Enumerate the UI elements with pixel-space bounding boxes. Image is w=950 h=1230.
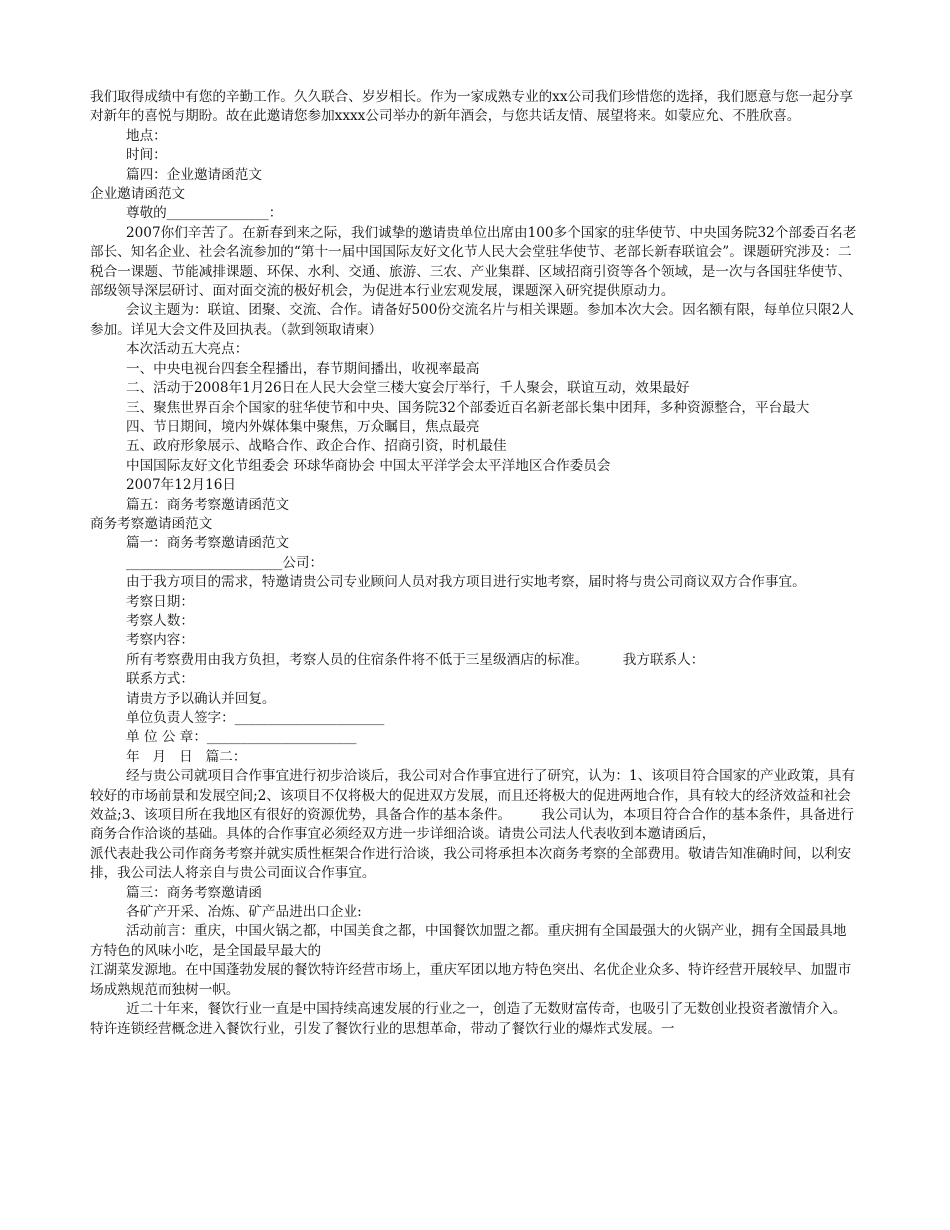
paragraph: 联系方式： [126,671,194,688]
paragraph: 地点： [126,127,167,144]
paragraph: 所有考察费用由我方负担，考察人员的住宿条件将不低于三星级酒店的标准。 我方联系人： [126,651,705,668]
paragraph: 中国国际友好文化节组委会 环球华商协会 中国太平洋学会太平洋地区合作委员会 [126,457,611,474]
paragraph: 篇四：企业邀请函范文 [126,166,262,183]
paragraph: 由于我方项目的需求，特邀请贵公司专业顾问人员对我方项目进行实地考察，届时将与贵公司商议双方合作事宜。 [126,574,806,591]
paragraph: 篇五：商务考察邀请函范文 [126,496,290,513]
paragraph: 2007年12月16日 [126,477,236,494]
paragraph: 单位负责人签字：______________________ [126,710,385,726]
paragraph: 我们取得成绩中有您的辛勤工作。久久联合、岁岁相长。作为一家成熟专业的xx公司我们珍惜您的选择，我们愿意与您一起分享对新年的喜悦与期盼。故在此邀请您参加xxxx公司举办的新年酒会，与您共话友情、展望将来。如蒙应允、不胜欣喜。 [90,89,853,125]
paragraph: 近二十年来，餐饮行业一直是中国持续高速发展的行业之一，创造了无数财富传奇，也吸引了无数创业投资者激情介入。特许连锁经营概念进入餐饮行业，引发了餐饮行业的思想革命，带动了餐饮行业的爆炸式发展。一 [90,1001,847,1037]
paragraph: 企业邀请函范文 [90,186,186,203]
paragraph: 考察内容： [126,632,194,649]
paragraph: 2007你们辛苦了。在新春到来之际，我们诚挚的邀请贵单位出席由100多个国家的驻华使节、中央国务院32个部委百名老部长、知名企业、社会名流参加的“第十一届中国国际友好文化节人民大会堂驻华使节、老部长新春联谊会”。课题研究涉及：二税合一课题、节能减排课题、环保、水利、交通、旅游、三农、产业集群、区域招商引资等各个领域，是一次与各国驻华使节、部级领导深层研讨、面对面交流的极好机会，为促进本行业宏观发展，课题深入研究提供原动力。 [90,224,857,300]
paragraph: _______________________公司： [126,554,324,571]
paragraph: 四、节日期间，境内外媒体集中聚焦，万众瞩目，焦点最亮 [126,418,480,435]
paragraph: 考察人数： [126,612,194,629]
paragraph: 本次活动五大亮点： [126,341,249,358]
paragraph: 请贵方予以确认并回复。 [126,690,276,707]
paragraph: 单 位 公 章：______________________ [126,729,357,746]
paragraph: 考察日期： [126,593,194,610]
paragraph: 经与贵公司就项目合作事宜进行初步洽谈后，我公司对合作事宜进行了研究，认为：1、该项目符合国家的产业政策，具有较好的市场前景和发展空间;2、该项目不仅将极大的促进双方发展，而且还将极大的促进两地合作，具有较大的经济效益和社会效益;3、该项目所在我地区有很好的资源优势，具备合作的基本条件。 我公司认为，本项目符合合作的基本条件，具备进行商务合作洽谈的基础。具体的合作事宜必须经双方进一步详细洽谈。请贵公司法人代表收到本邀请函后， [90,768,856,843]
paragraph: 江湖菜发源地。在中国蓬勃发展的餐饮特许经营市场上，重庆军团以地方特色突出、名优企业众多、特许经营开展较早、加盟市场成熟规范而独树一帜。 [90,962,852,998]
paragraph: 尊敬的_______________： [126,205,283,222]
paragraph: 各矿产开采、冶炼、矿产品进出口企业: [126,904,362,921]
paragraph: 年 月 日 篇二： [126,748,247,765]
paragraph: 商务考察邀请函范文 [90,515,213,532]
paragraph: 二、活动于2008年1月26日在人民大会堂三楼大宴会厅举行，千人聚会，联谊互动，效果最好 [126,380,690,397]
paragraph: 活动前言：重庆，中国火锅之都，中国美食之都，中国餐饮加盟之都。重庆拥有全国最强大的火锅产业，拥有全国最具地方特色的风味小吃，是全国最早最大的 [90,923,847,959]
paragraph: 派代表赴我公司作商务考察并就实质性框架合作进行洽谈，我公司将承担本次商务考察的全部费用。敬请告知准确时间，以利安排，我公司法人将亲自与贵公司面议合作事宜。 [90,845,852,882]
paragraph: 五、政府形象展示、战略合作、政企合作、招商引资，时机最佳 [126,438,507,455]
paragraph: 三、聚焦世界百余个国家的驻华使节和中央、国务院32个部委近百名新老部长集中团拜，多种资源整合，平台最大 [126,399,810,416]
paragraph: 篇三：商务考察邀请函 [126,884,262,901]
paragraph: 一、中央电视台四套全程播出，春节期间播出，收视率最高 [126,360,480,377]
paragraph: 篇一：商务考察邀请函范文 [126,535,290,552]
paragraph: 会议主题为：联谊、团聚、交流、合作。请备好500份交流名片与相关课题。参加本次大会。因名额有限，每单位只限2人参加。详见大会文件及回执表。（款到领取请柬） [90,302,854,338]
paragraph: 时间： [126,147,167,164]
document-body [90,88,860,1039]
